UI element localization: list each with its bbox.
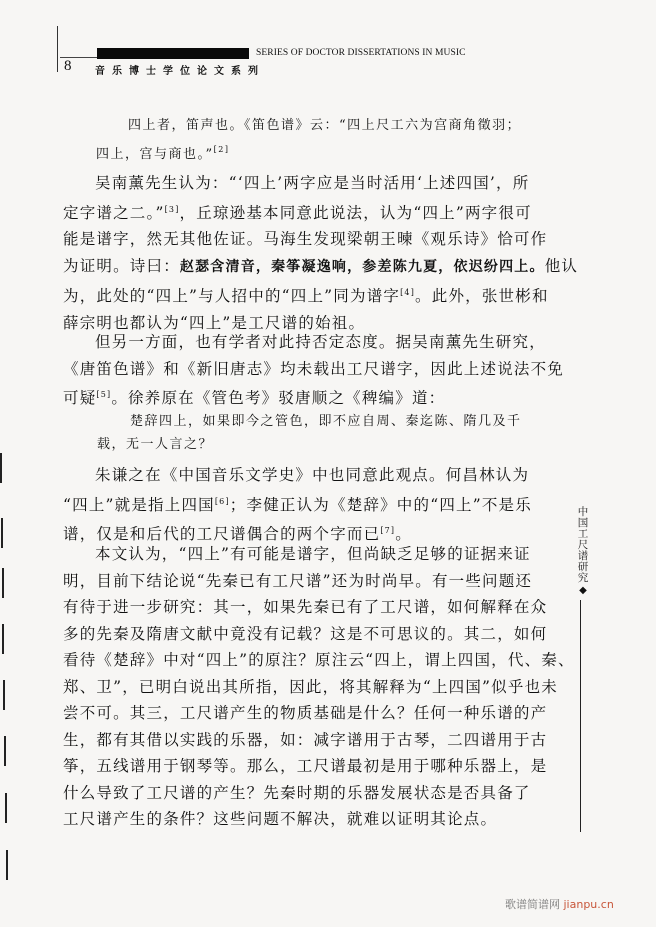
- text-line: [63, 489, 550, 519]
- poem-quote: 赵瑟含清音，秦筝凝逸响，参差陈九夏，依迟纷四上。: [179, 258, 545, 275]
- scan-edge-mark: [5, 793, 7, 823]
- scan-edge-mark: [6, 850, 8, 880]
- watermark: [505, 896, 614, 912]
- side-vertical-rule: [580, 600, 581, 832]
- footnote-ref: [6]: [214, 496, 230, 506]
- text-run: 。徐养原在《管色考》驳唐顺之《稗编》道：: [111, 389, 446, 407]
- scan-edge-mark: [2, 624, 4, 654]
- text-line: 看待《楚辞》中对“四上”的原注？原注云“四上，谓上四国，代、秦、: [63, 651, 575, 669]
- scan-edge-mark: [0, 453, 2, 483]
- text-line: 《唐笛色谱》和《新旧唐志》均未载出工尺谱字，因此上述说法不免: [63, 359, 565, 378]
- footnote-ref: [2]: [213, 145, 230, 154]
- text-line: 但另一方面，也有学者对此持否定态度。据吴南薰先生研究，: [95, 333, 546, 351]
- diamond-icon: ◆: [579, 585, 587, 596]
- text-run: 定字谱之二。”: [63, 203, 165, 222]
- text-line: 筝，五线谱用于钢琴等。那么，工尺谱最初是用于哪种乐器上，是: [63, 757, 548, 775]
- text-line: 尝不可。其三，工尺谱产生的物质基础是什么？任何一种乐谱的产: [63, 704, 548, 722]
- series-title-en: SERIES OF DOCTOR DISSERTATIONS IN MUSIC: [256, 48, 466, 58]
- footnote-ref: [5]: [96, 390, 112, 399]
- header-black-bar: [97, 48, 249, 59]
- text-run: ，丘琼逊基本同意此说法，认为“四上”两字很可: [179, 203, 532, 222]
- text-line: 明，目前下结论说“先秦已有工尺谱”还为时尚早。有一些问题还: [63, 571, 533, 590]
- side-running-title: 中国工尺谱研究: [577, 506, 589, 584]
- text-line: [63, 197, 550, 227]
- text-line: [63, 253, 579, 281]
- scan-edge-mark: [4, 736, 6, 766]
- quote-text: 四上，宫与商也。”: [96, 147, 214, 162]
- block-quote-2-line-1: 楚辞四上，如果即今之管色，即不应自周、秦迄陈、隋几及千: [130, 414, 522, 429]
- page-number: 8: [64, 58, 72, 74]
- text-line: 能是谱字，然无其他佐证。马海生发现梁朝王暕《观乐诗》恰可作: [63, 230, 548, 248]
- block-quote-2-line-2: 载，无一人言之？: [97, 437, 214, 452]
- scan-edge-mark: [3, 680, 5, 710]
- text-line: 多的先秦及隋唐文献中竟没有记载？这是不可思议的。其二，如何: [63, 624, 548, 643]
- page-header: [0, 0, 656, 80]
- paragraph-4: [63, 541, 575, 833]
- block-quote-1-line-2: [96, 138, 230, 166]
- paragraph-1: [63, 170, 579, 336]
- paragraph-2: [63, 329, 565, 412]
- paragraph-3: [63, 462, 550, 548]
- text-line: 郑、卫”，已明白说出其所指，因此，将其解释为“上四国”似乎也未: [63, 677, 558, 696]
- scan-edge-mark: [2, 568, 4, 598]
- text-line: 工尺谱产生的条件？这些问题不解决，就难以证明其论点。: [63, 810, 498, 828]
- footnote-ref: [7]: [380, 526, 396, 535]
- series-title-cn: 音乐博士学位论文系列: [95, 66, 265, 77]
- text-run: 可疑: [63, 389, 97, 407]
- text-run: 为，此处的“四上”与人招中的“四上”同为谱字: [63, 287, 401, 305]
- text-line: 本文认为，“四上”有可能是谱字，但尚缺乏足够的证据来证: [95, 545, 531, 563]
- text-line: 朱谦之在《中国音乐文学史》中也同意此观点。何昌林认为: [95, 466, 530, 484]
- text-line: [63, 382, 550, 412]
- text-run: 为证明。诗曰：: [63, 256, 180, 275]
- text-run: 。: [395, 525, 412, 543]
- footnote-ref: [4]: [400, 288, 416, 297]
- text-line: 吴南薰先生认为：“‘四上’两字应是当时活用‘上述四国’，所: [95, 174, 530, 192]
- block-quote-1-line-1: 四上者，笛声也。《笛色谱》云：“四上尺工六为宫商角徵羽；: [128, 118, 522, 133]
- text-run: “四上”就是指上四国: [63, 495, 215, 514]
- text-run: 。此外，张世彬和: [415, 287, 549, 305]
- footnote-ref: [3]: [164, 204, 180, 214]
- scan-edge-mark: [1, 518, 3, 548]
- header-vertical-rule: [57, 26, 58, 72]
- text-run: 谱，仅是和后代的工尺谱偶合的两个字而已: [63, 525, 381, 543]
- text-line: 薛宗明也都认为“四上”是工尺谱的始祖。: [63, 313, 366, 332]
- text-line: 什么导致了工尺谱的产生？先秦时期的乐器发展状态是否具备了: [63, 783, 531, 802]
- text-run: 他认: [544, 256, 579, 275]
- text-line: [63, 280, 550, 310]
- watermark-site: jianpu.cn: [563, 898, 614, 911]
- text-line: 生，都有其借以实践的乐器，如：减字谱用于古琴，二四谱用于古: [63, 730, 548, 749]
- text-run: ；李健正认为《楚辞》中的“四上”不是乐: [229, 495, 532, 514]
- text-line: 有待于进一步研究：其一，如果先秦已有了工尺谱，如何解释在众: [63, 598, 548, 616]
- watermark-cn: 歌谱简谱网: [505, 898, 560, 911]
